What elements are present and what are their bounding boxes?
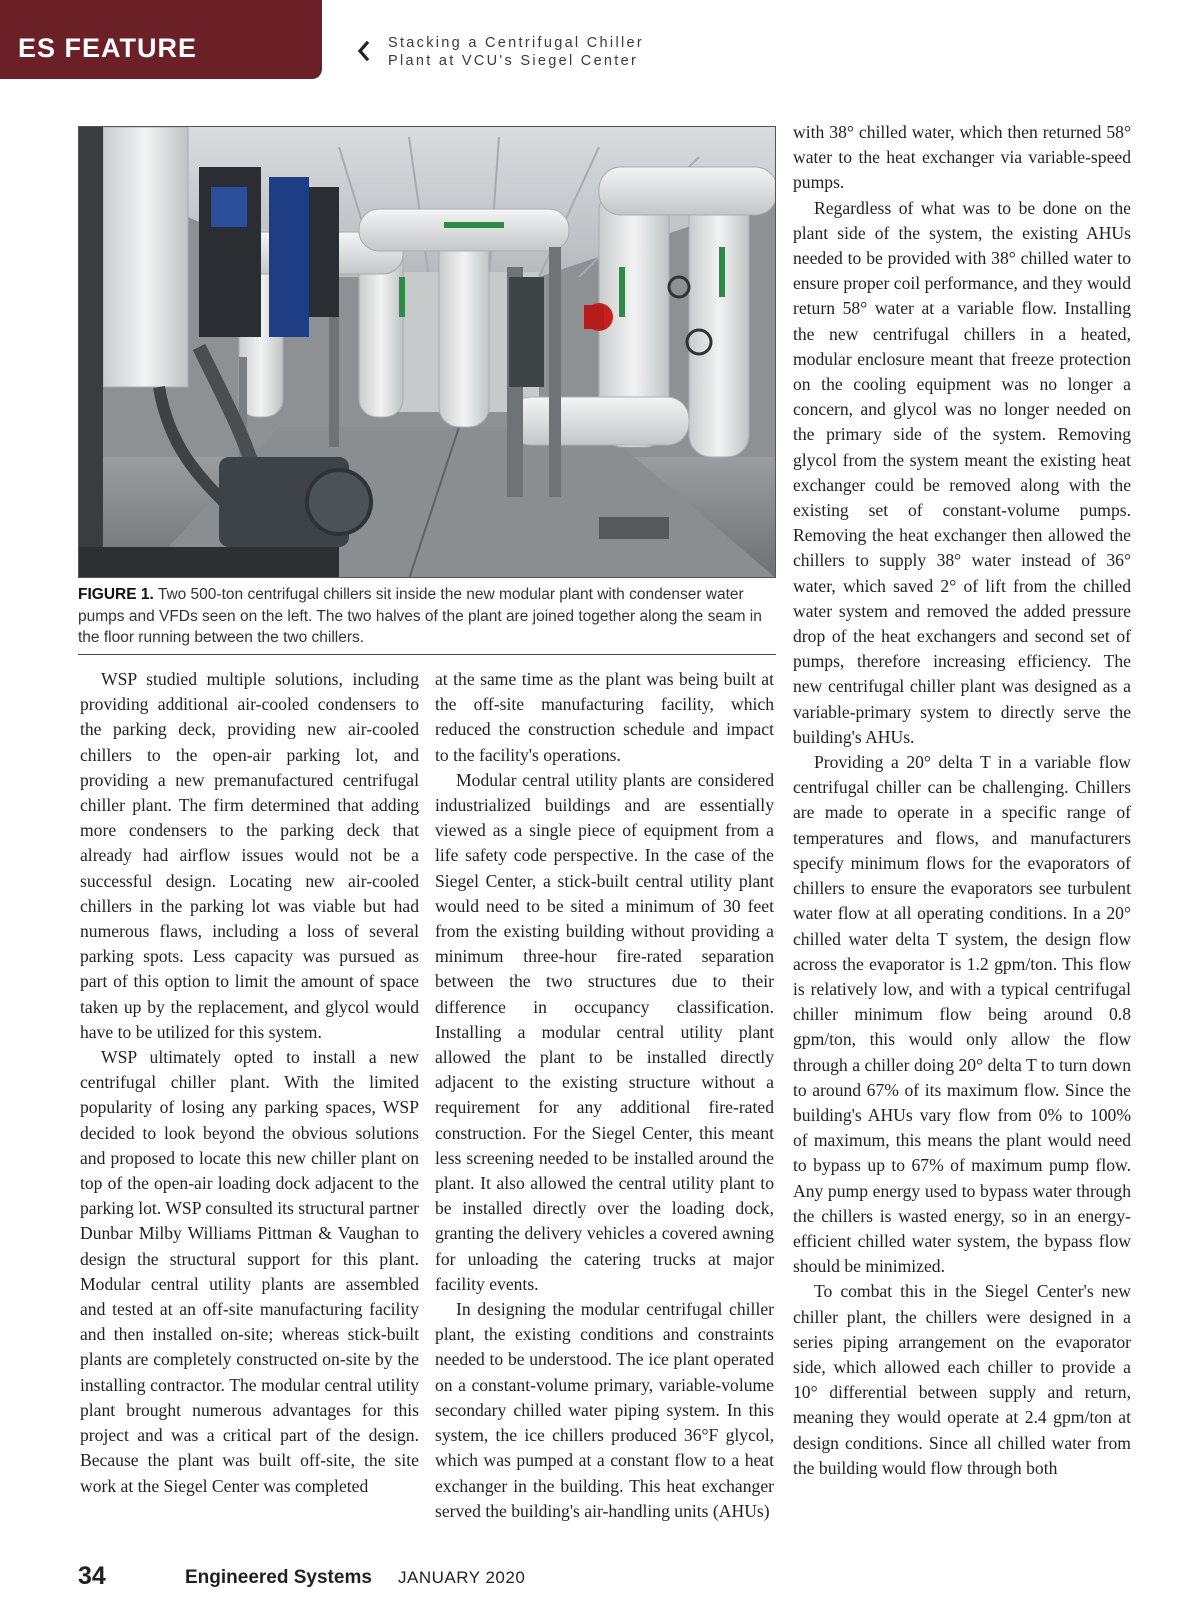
chiller-plant-photo — [79, 127, 776, 578]
paragraph: Modular central utility plants are considered industrialized buildings and are essentially viewed as a single piece of equipment from a life safety code perspective. In the case of the Siegel Center, a stick-built central utility plant would need to be sited a minimum of 30 feet from the existing building without providing a minimum three-hour fire-rated separation between the two structures due to their difference in occupancy classification. Installing a modular central utility plant allowed the plant to be installed directly adjacent to the existing structure without a requirement for any additional fire-rated construction. For the Siegel Center, this meant less screening needed to be installed around the plant. It also allowed the central utility plant to be installed directly over the loading dock, granting the delivery vehicles a covered awning for unloading the catering trucks at major facility events. — [435, 769, 774, 1294]
paragraph: WSP studied multiple solutions, including providing additional air-cooled condensers to the parking deck, providing new air-cooled chillers to the open-air parking lot, and providing a new premanufactured centrifugal chiller plant. The firm determined that adding more condensers to the parking deck that already had airflow issues would not be a successful design. Locating new air-cooled chillers in the parking lot was viable but had numerous flaws, including a loss of several parking spots. Less capacity was pursued as part of this option to limit the amount of space taken up by the replacement, and glycol would have to be utilized for this system. — [80, 669, 419, 1042]
figure-caption-text: Two 500-ton centrifugal chillers sit inside the new modular plant with condenser water pumps and VFDs seen on the left. The two halves of the plant are joined together along the seam in the floor running between the two chillers. — [78, 586, 762, 646]
paragraph: at the same time as the plant was being built at the off-site manufacturing facility, which reduced the construction schedule and impact to the facility's operations. — [435, 669, 774, 765]
figure-caption — [78, 584, 776, 649]
paragraph: Providing a 20° delta T in a variable flow centrifugal chiller can be challenging. Chillers are made to operate in a specific range of temperatures and flows, and manufacturers specify minimum flows for the evaporators of chillers to ensure the evaporators see turbulent water flow at all operating conditions. In a 20° chilled water delta T system, the design flow across the evaporator is 1.2 gpm/ton. This flow is relatively low, and with a typical centrifugal chiller minimum flow being around 0.8 gpm/ton, this would only allow the flow through a chiller doing 20° delta T to turn down to around 67% of its maximum flow. Since the building's AHUs vary flow from 0% to 100% of maximum, this means the plant would need to bypass up to 67% of maximum pump flow. Any pump energy used to bypass water through the chillers is wasted energy, so in an energy-efficient chilled water system, the bypass flow should be minimized. — [793, 752, 1131, 1277]
article-ref-line-1: Stacking a Centrifugal Chiller — [388, 35, 644, 51]
issue-date: JANUARY 2020 — [398, 1568, 526, 1587]
paragraph: with 38° chilled water, which then returned 58° water to the heat exchanger via variable-speed pumps. — [793, 122, 1131, 193]
paragraph: In designing the modular centrifugal chiller plant, the existing conditions and constraints needed to be understood. The ice plant operated on a constant-volume primary, variable-volume secondary chilled water piping system. In this system, the ice chillers produced 36°F glycol, which was pumped at a constant flow to a heat exchanger in the building. This heat exchanger served the building's air-handling units (AHUs) — [435, 1299, 774, 1521]
figure-photo — [78, 126, 776, 578]
body-column-1 — [80, 667, 419, 1499]
section-tab — [0, 0, 322, 79]
page-number: 34 — [78, 1562, 106, 1590]
figure-label: FIGURE 1. — [78, 586, 154, 603]
body-column-3 — [793, 120, 1131, 1481]
publication-name: Engineered Systems — [185, 1567, 372, 1588]
section-label: ES FEATURE — [18, 33, 198, 63]
article-ref-line-2: Plant at VCU's Siegel Center — [388, 53, 639, 69]
body-column-2 — [435, 667, 774, 1524]
chevron-left-icon[interactable] — [356, 41, 370, 61]
article-reference-link[interactable] — [388, 34, 688, 70]
paragraph: To combat this in the Siegel Center's new chiller plant, the chillers were designed in a series piping arrangement on the evaporator side, which allowed each chiller to provide a 10° differential between supply and return, meaning they would operate at 2.4 gpm/ton at design conditions. Since all chilled water from the building would flow through both — [793, 1281, 1131, 1478]
paragraph: Regardless of what was to be done on the plant side of the system, the existing AHUs needed to be provided with 38° chilled water to ensure proper coil performance, and they would return 58° water at a variable flow. Installing the new centrifugal chillers in a heated, modular enclosure meant that freeze protection on the cooling equipment was no longer a concern, and glycol was no longer needed on the primary side of the system. Removing glycol from the system meant the existing heat exchanger could be removed along with the existing set of constant-volume pumps. Removing the heat exchanger then allowed the chillers to supply 38° water instead of 36° water, which saved 2° of lift from the chilled water system and removed the added pressure drop of the heat exchangers and second set of pumps, therefore increasing efficiency. The new centrifugal chiller plant was designed as a variable-primary system to directly serve the building's AHUs. — [793, 197, 1131, 747]
paragraph: WSP ultimately opted to install a new centrifugal chiller plant. With the limited popularity of losing any parking spaces, WSP decided to look beyond the obvious solutions and proposed to locate this new chiller plant on top of the open-air loading dock adjacent to the parking lot. WSP consulted its structural partner Dunbar Milby Williams Pittman & Vaughan to design the structural support for this plant. Modular central utility plants are assembled and tested at an off-site manufacturing facility and then installed on-site; whereas stick-built plants are completely constructed on-site by the installing contractor. The modular central utility plant brought numerous advantages for this project and was a critical part of the design. Because the plant was built off-site, the site work at the Siegel Center was completed — [80, 1047, 419, 1496]
divider — [78, 654, 776, 655]
